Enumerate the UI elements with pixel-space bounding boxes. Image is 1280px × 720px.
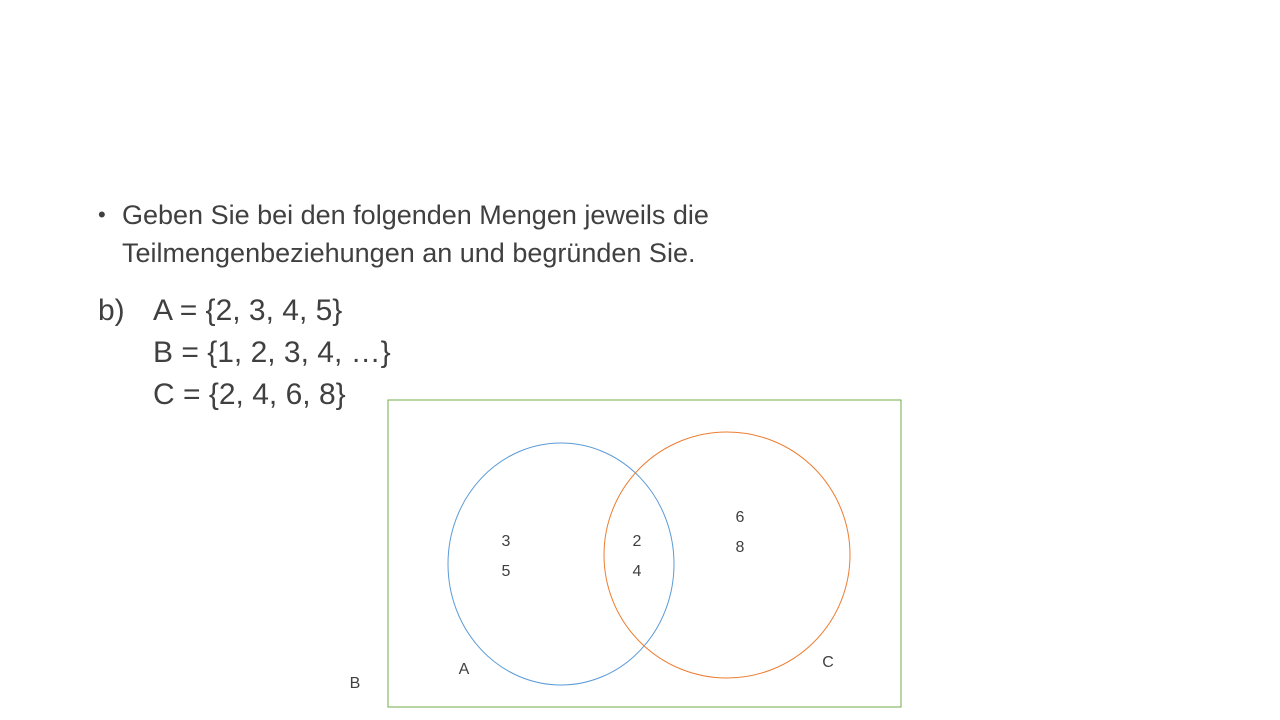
instruction-text: Geben Sie bei den folgenden Mengen jeweils die Teilmengenbeziehungen an und begründen Sie. xyxy=(122,200,709,268)
region-a-only-value-1: 3 xyxy=(501,533,511,550)
task-label: b) xyxy=(98,294,125,327)
region-a-and-c-value-2: 4 xyxy=(632,563,642,580)
set-c-definition: C = {2, 4, 6, 8} xyxy=(153,378,346,411)
set-b-definition: B = {1, 2, 3, 4, …} xyxy=(153,336,391,369)
set-a-label: A xyxy=(458,661,470,678)
set-c-circle xyxy=(604,432,850,678)
region-a-only-value-2: 5 xyxy=(501,563,511,580)
set-c-label: C xyxy=(822,654,834,671)
region-c-only-value-1: 6 xyxy=(735,509,745,526)
set-b-label: B xyxy=(349,675,361,692)
region-c-only-value-2: 8 xyxy=(735,539,745,556)
set-a-definition: A = {2, 3, 4, 5} xyxy=(153,294,343,327)
bullet-icon: • xyxy=(98,202,106,227)
region-a-and-c-value-1: 2 xyxy=(632,533,642,550)
